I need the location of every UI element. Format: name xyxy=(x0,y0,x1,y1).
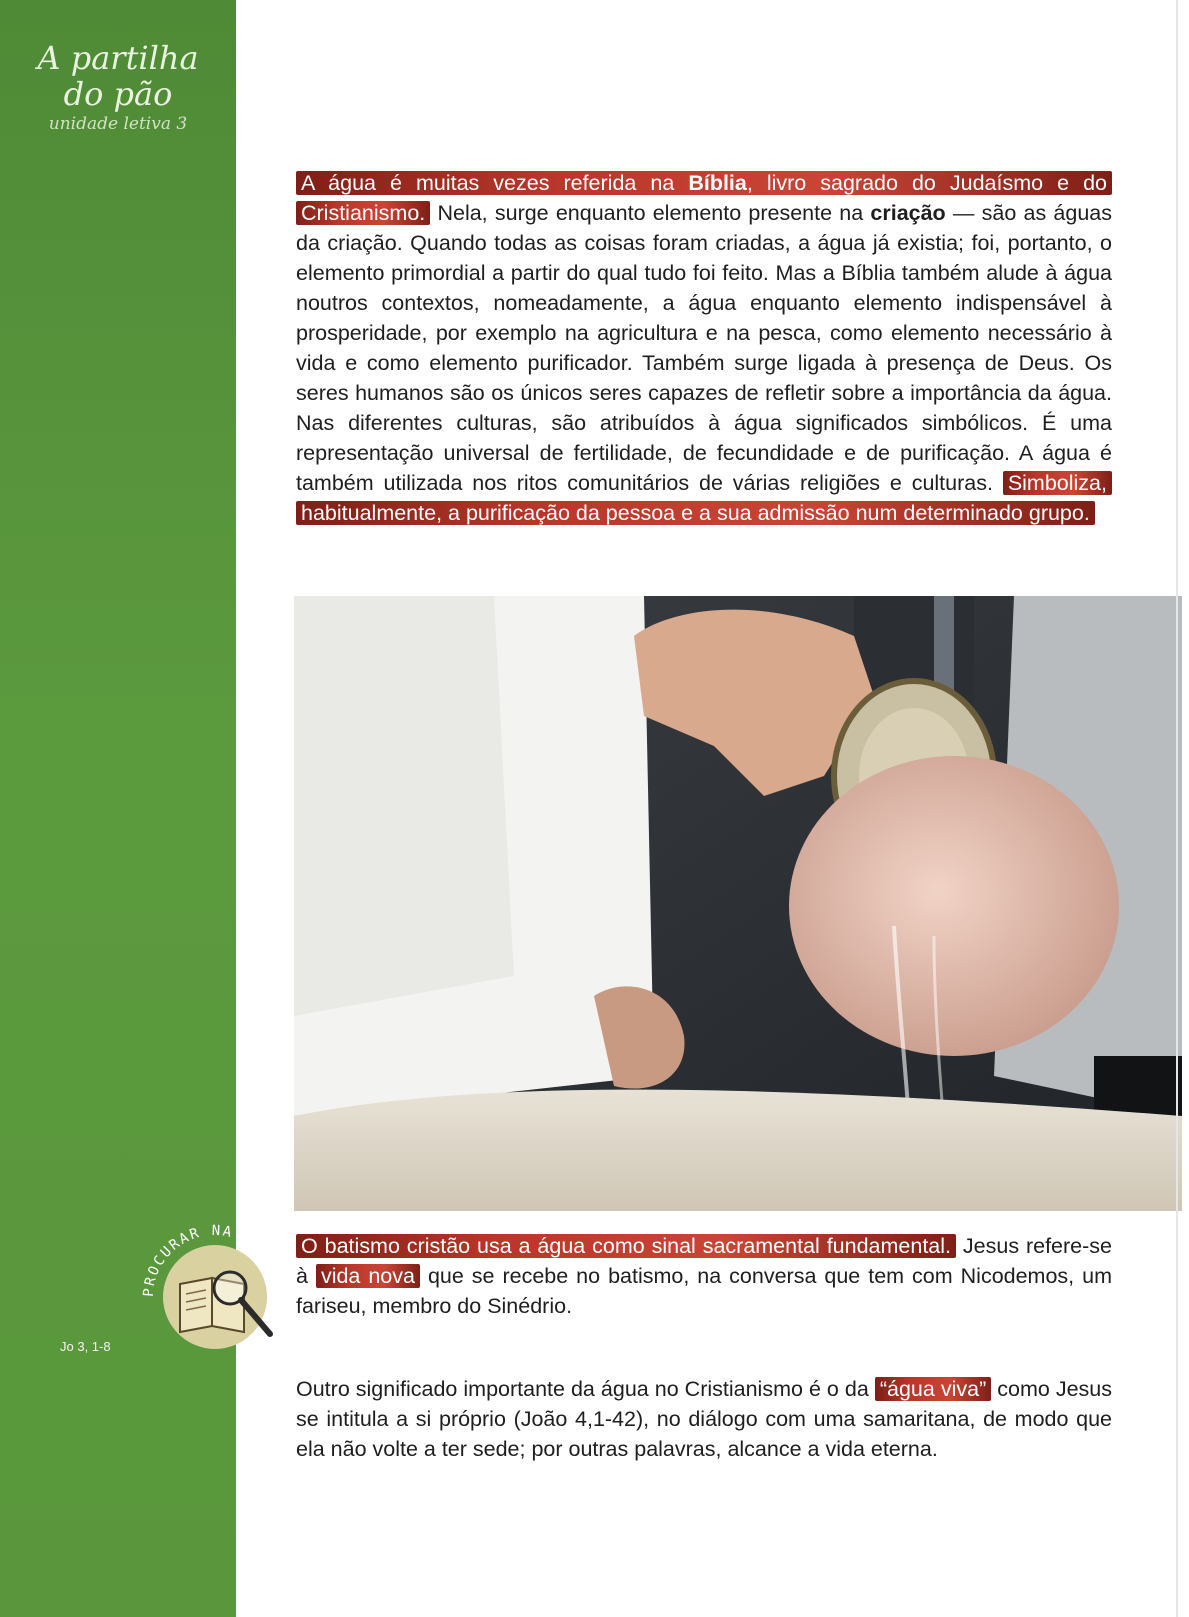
highlight-vida-nova: vida nova xyxy=(316,1264,420,1288)
baptism-photo xyxy=(294,596,1182,1211)
badge-text: PROCURAR NA BÍBLIA xyxy=(140,1222,289,1298)
sidebar xyxy=(0,0,236,1617)
unit-subtitle: unidade letiva 3 xyxy=(48,114,188,134)
unit-title xyxy=(0,39,236,134)
text-segment: que se recebe no batismo, na conversa que tem com Nicodemos, um fariseu, membro do Sinédrio. xyxy=(296,1264,1112,1318)
text-segment: Jesus refere-se à xyxy=(296,1234,1112,1288)
text-segment: como Jesus se intitula a si próprio (João 4,1-42), no diálogo com uma samaritana, de modo que ela não volte a ter sede; por outras palavras, alcance a vida eterna. xyxy=(296,1377,1113,1461)
text-segment: — são as águas da criação. Quando todas as coisas foram criadas, a água já existia; foi, portanto, o elemento primordial a partir do qual tudo foi feito. Mas a Bíblia também alude à água noutros contextos, nomeadamente, a água enquanto elemento indispensável à prosperidade, por exemplo na agricultura e na pesca, como elemento necessário à vida e como elemento purificador. Também surge ligada à presença de Deus. Os seres humanos são os únicos seres capazes de refletir sobre a importância da água. Nas diferentes culturas, são atribuídos à água significados simbólicos. É uma representação universal de fertilidade, de fecundidade e de purificação. A água é também utilizada nos ritos comunitários de várias religiões e culturas. xyxy=(296,201,1112,495)
intro-paragraph xyxy=(296,168,1112,528)
living-water-paragraph xyxy=(296,1374,1112,1464)
baptism-paragraph xyxy=(296,1231,1112,1321)
page-edge xyxy=(1176,0,1178,1617)
highlight-water-bible: A água é muitas vezes referida na Bíblia, livro sagrado do Judaísmo e do Cristianismo. xyxy=(296,171,1112,225)
text-segment: Nela, surge enquanto elemento presente na xyxy=(430,201,871,225)
bold-criacao: criação xyxy=(870,201,946,225)
title-line2: do pão xyxy=(63,75,173,113)
procurar-na-biblia-badge xyxy=(140,1222,290,1372)
highlight-agua-viva: “água viva” xyxy=(875,1377,991,1401)
text-segment: Outro significado importante da água no Cristianismo é o da xyxy=(296,1377,875,1401)
bible-reference: Jo 3, 1-8 xyxy=(60,1339,111,1354)
highlight-baptism: O batismo cristão usa a água como sinal sacramental fundamental. xyxy=(296,1234,956,1258)
title-line1: A partilha xyxy=(37,39,199,77)
highlight-symbolism: Simboliza, habitualmente, a purificação da pessoa e a sua admissão num determinado grupo. xyxy=(296,471,1112,525)
